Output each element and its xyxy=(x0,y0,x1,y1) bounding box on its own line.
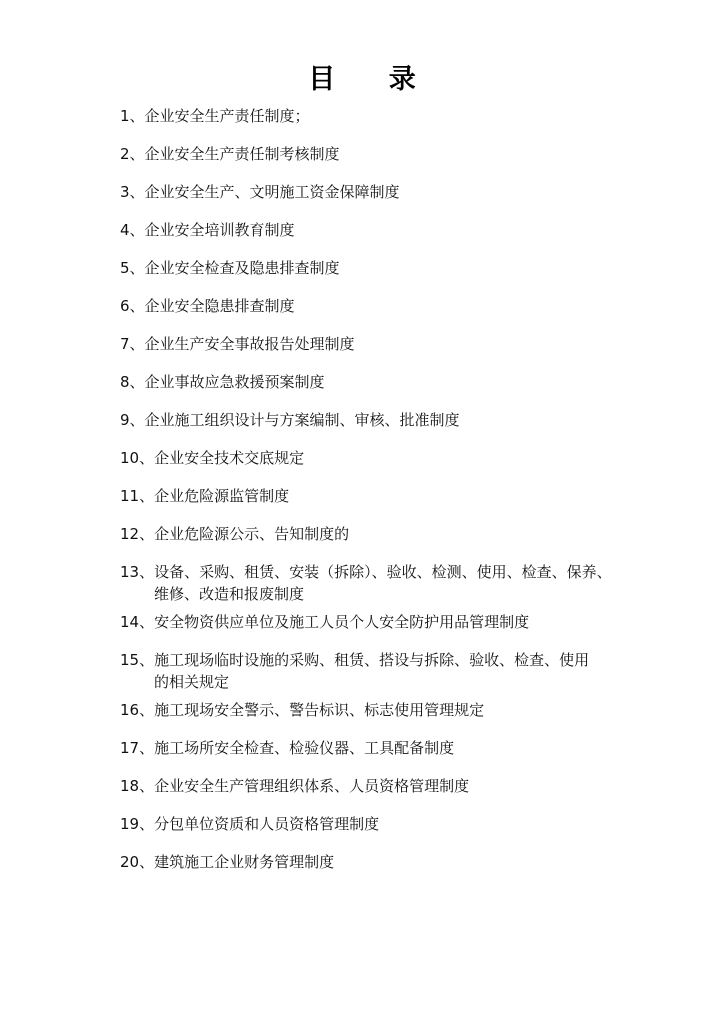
toc-item-text: 14、安全物资供应单位及施工人员个人安全防护用品管理制度 xyxy=(120,613,530,631)
toc-item-text: 17、施工场所安全检查、检验仪器、工具配备制度 xyxy=(120,739,455,757)
page-title: 目 录 xyxy=(308,64,438,95)
toc-item xyxy=(120,333,660,355)
toc-item xyxy=(120,105,660,127)
toc-item xyxy=(120,699,660,721)
toc-item-text: 19、分包单位资质和人员资格管理制度 xyxy=(120,815,380,833)
toc-item-text: 9、企业施工组织设计与方案编制、审核、批准制度 xyxy=(120,411,460,429)
toc-item xyxy=(120,649,660,693)
toc-item xyxy=(120,611,660,633)
table-of-contents xyxy=(120,105,660,873)
toc-item xyxy=(120,737,660,759)
toc-item-text: 10、企业安全技术交底规定 xyxy=(120,449,305,467)
toc-item xyxy=(120,371,660,393)
toc-item-text: 15、施工现场临时设施的采购、租赁、搭设与拆除、验收、检查、使用 xyxy=(120,651,590,669)
toc-item-text: 1、企业安全生产责任制度； xyxy=(120,107,310,125)
toc-item xyxy=(120,409,660,431)
toc-item xyxy=(120,523,660,545)
toc-item-text: 16、施工现场安全警示、警告标识、标志使用管理规定 xyxy=(120,701,485,719)
toc-item-text: 5、企业安全检查及隐患排查制度 xyxy=(120,259,340,277)
toc-item xyxy=(120,851,660,873)
toc-item xyxy=(120,485,660,507)
toc-item xyxy=(120,813,660,835)
toc-item-continuation: 的相关规定 xyxy=(154,673,230,691)
toc-item xyxy=(120,447,660,469)
toc-item-text: 13、设备、采购、租赁、安装（拆除）、验收、检测、使用、检查、保养、 xyxy=(120,563,612,581)
toc-item-text: 2、企业安全生产责任制考核制度 xyxy=(120,145,340,163)
toc-item-text: 20、建筑施工企业财务管理制度 xyxy=(120,853,335,871)
toc-item xyxy=(120,143,660,165)
toc-item xyxy=(120,295,660,317)
toc-item-text: 11、企业危险源监管制度 xyxy=(120,487,290,505)
toc-item xyxy=(120,219,660,241)
toc-item xyxy=(120,257,660,279)
toc-item xyxy=(120,181,660,203)
toc-item-text: 7、企业生产安全事故报告处理制度 xyxy=(120,335,355,353)
toc-item-text: 6、企业安全隐患排查制度 xyxy=(120,297,295,315)
toc-item-continuation: 维修、改造和报废制度 xyxy=(154,585,305,603)
toc-item-text: 18、企业安全生产管理组织体系、人员资格管理制度 xyxy=(120,777,470,795)
toc-item xyxy=(120,561,660,605)
toc-item-text: 3、企业安全生产、文明施工资金保障制度 xyxy=(120,183,400,201)
toc-item-text: 4、企业安全培训教育制度 xyxy=(120,221,295,239)
toc-item-text: 8、企业事故应急救援预案制度 xyxy=(120,373,325,391)
toc-item xyxy=(120,775,660,797)
toc-item-text: 12、企业危险源公示、告知制度的 xyxy=(120,525,350,543)
